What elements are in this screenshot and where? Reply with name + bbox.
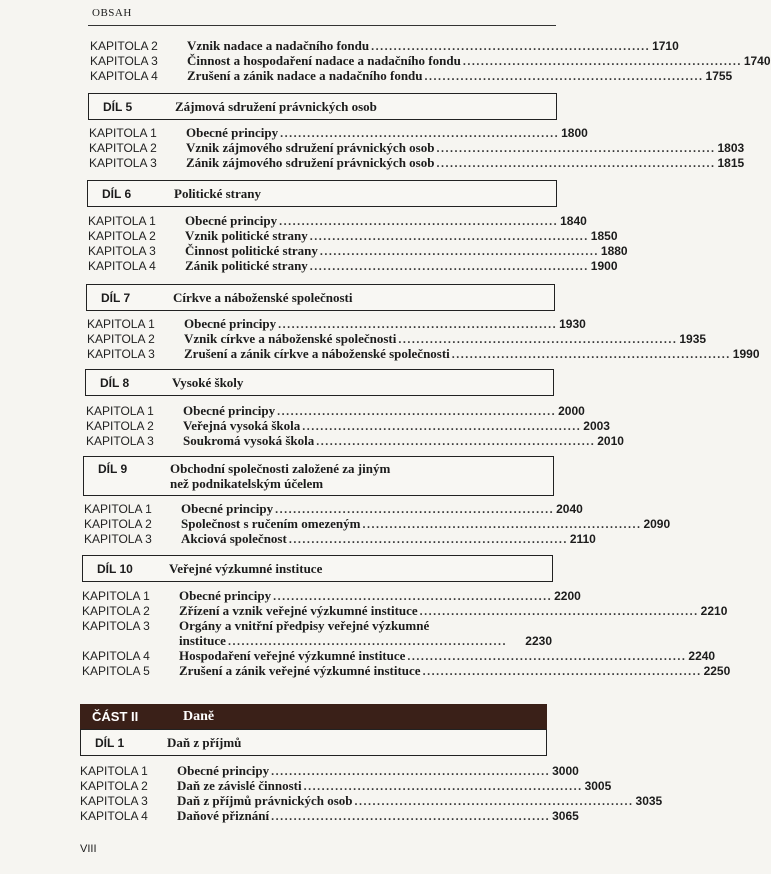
chapter-title: Hospodaření veřejné výzkumné instituce [179, 648, 406, 663]
toc-row [80, 763, 579, 778]
page-number: 1815 [717, 156, 745, 170]
part-title-line: Obchodní společnosti založené za jiným [170, 461, 391, 476]
chapter-title: Obecné principy [179, 588, 272, 603]
toc-row [88, 228, 618, 243]
chapter-label: KAPITOLA 3 [86, 434, 154, 448]
part-title [170, 461, 390, 491]
toc-row [86, 418, 610, 433]
toc-row [87, 331, 707, 346]
leader-dots: .............................................................. [422, 664, 702, 678]
leader-dots: .............................................................. [354, 794, 634, 808]
page-number: 2090 [643, 517, 671, 531]
page-number: 2110 [569, 532, 596, 546]
chapter-label: KAPITOLA 2 [86, 419, 154, 433]
toc-row [84, 516, 671, 531]
leader-dots: .............................................................. [316, 434, 596, 448]
running-head: OBSAH [92, 7, 132, 19]
page-number: 1803 [717, 141, 745, 155]
part-label: DÍL 1 [95, 735, 125, 750]
leader-dots: .............................................................. [288, 532, 568, 546]
chapter-label: KAPITOLA 4 [88, 259, 156, 273]
page-number: 1840 [560, 214, 587, 228]
page-folio: VIII [80, 843, 97, 855]
leader-dots: .............................................................. [303, 779, 583, 793]
chapter-label: KAPITOLA 3 [88, 244, 156, 258]
chapter-title: Obecné principy [181, 501, 274, 516]
page-number: 3005 [584, 779, 612, 793]
chapter-title: Zánik zájmového sdružení právnických osob [186, 155, 435, 170]
chapter-title: Vznik zájmového sdružení právnických osob [186, 140, 435, 155]
page-number: 2010 [597, 434, 624, 448]
chapter-title: Činnost a hospodaření nadace a nadačního fondu [187, 53, 461, 68]
leader-dots: .............................................................. [462, 54, 742, 68]
chapter-title: Soukromá vysoká škola [183, 433, 315, 448]
chapter-label: KAPITOLA 3 [89, 156, 157, 170]
chapter-title: Vznik nadace a nadačního fondu [187, 38, 370, 53]
chapter-title: Zřízení a vznik veřejné výzkumné instituce [179, 603, 418, 618]
part-heading [80, 729, 547, 756]
toc-row [90, 53, 771, 68]
chapter-title: Společnost s ručením omezeným [181, 516, 361, 531]
chapter-title: Zrušení a zánik nadace a nadačního fondu [187, 68, 423, 83]
page-number: 3065 [552, 809, 579, 823]
toc-row [82, 588, 581, 603]
leader-dots: .............................................................. [451, 347, 731, 361]
part-heading [86, 284, 555, 311]
page-number: 1755 [705, 69, 733, 83]
chapter-label: KAPITOLA 2 [87, 332, 155, 346]
chapter-label: KAPITOLA 1 [84, 502, 152, 516]
chapter-title: Zrušení a zánik veřejné výzkumné instituce [179, 663, 421, 678]
leader-dots: .............................................................. [273, 589, 553, 603]
chapter-label: KAPITOLA 2 [82, 604, 150, 618]
toc-row [80, 778, 612, 793]
part-heading [88, 93, 557, 120]
chapter-title: Obecné principy [186, 125, 279, 140]
toc-row [89, 140, 745, 155]
toc-row [87, 316, 586, 331]
part-heading [83, 456, 554, 496]
chapter-title: Obecné principy [177, 763, 270, 778]
chapter-label: KAPITOLA 3 [80, 794, 148, 808]
part-title: Daň z příjmů [167, 735, 242, 750]
part-title: Veřejné výzkumné instituce [169, 561, 323, 576]
toc-row [80, 793, 663, 808]
leader-dots: .............................................................. [309, 259, 589, 273]
leader-dots: .............................................................. [398, 332, 678, 346]
leader-dots: .............................................................. [309, 229, 589, 243]
chapter-title: Vznik církve a náboženské společnosti [184, 331, 397, 346]
page-number: 1935 [679, 332, 707, 346]
part-heading [87, 180, 557, 207]
toc-row [89, 155, 745, 170]
chapter-title: Daňové přiznání [177, 808, 270, 823]
chapter-title: Zrušení a zánik církve a náboženské společnosti [184, 346, 450, 361]
leader-dots: .............................................................. [371, 39, 651, 53]
leader-dots: .............................................................. [227, 634, 507, 648]
page-number: 1990 [732, 347, 760, 361]
chapter-label: KAPITOLA 3 [84, 532, 152, 546]
chapter-label: KAPITOLA 4 [80, 809, 148, 823]
toc-row [88, 258, 618, 273]
leader-dots: .............................................................. [419, 604, 699, 618]
leader-dots: .............................................................. [319, 244, 599, 258]
page-number: 2240 [688, 649, 716, 663]
toc-row [86, 403, 585, 418]
toc-row [90, 38, 679, 53]
chapter-title: Zánik politické strany [185, 258, 308, 273]
page-number: 2000 [558, 404, 585, 418]
page-number: 1740 [743, 54, 771, 68]
part-title: Vysoké školy [172, 375, 244, 390]
chapter-label: KAPITOLA 1 [89, 126, 157, 140]
page-number: 2250 [703, 664, 731, 678]
leader-dots: .............................................................. [280, 126, 560, 140]
part-label: DÍL 6 [102, 186, 132, 201]
chapter-title: Obecné principy [184, 316, 277, 331]
page-number: 1710 [652, 39, 679, 53]
toc-row [90, 68, 733, 83]
toc-row [82, 618, 552, 633]
leader-dots: .............................................................. [275, 502, 555, 516]
page-number: 1880 [600, 244, 628, 258]
page-number: 1850 [590, 229, 618, 243]
leader-dots: .............................................................. [436, 141, 716, 155]
leader-dots: .............................................................. [271, 764, 551, 778]
part-label: DÍL 7 [101, 290, 131, 305]
section-label: ČÁST II [92, 709, 139, 724]
toc-row [88, 213, 587, 228]
chapter-title: Obecné principy [183, 403, 276, 418]
leader-dots: .............................................................. [277, 404, 557, 418]
toc-row [87, 346, 760, 361]
chapter-title: instituce [179, 633, 226, 648]
page-number: 3000 [552, 764, 579, 778]
chapter-title: Vznik politické strany [185, 228, 308, 243]
leader-dots: .............................................................. [279, 214, 559, 228]
chapter-title: Orgány a vnitřní předpisy veřejné výzkumné [179, 618, 430, 633]
page-number: 2230 [525, 634, 552, 648]
leader-dots: .............................................................. [362, 517, 642, 531]
toc-row [82, 603, 728, 618]
toc-row [89, 125, 588, 140]
section-title: Daně [183, 708, 215, 724]
chapter-title: Daň ze závislé činnosti [177, 778, 302, 793]
chapter-label: KAPITOLA 2 [88, 229, 156, 243]
part-title-line: než podnikatelským účelem [170, 476, 324, 491]
page-number: 2210 [700, 604, 728, 618]
leader-dots: .............................................................. [436, 156, 716, 170]
part-label: DÍL 8 [100, 375, 130, 390]
chapter-label: KAPITOLA 1 [88, 214, 156, 228]
page-number: 2003 [583, 419, 610, 433]
chapter-label: KAPITOLA 5 [82, 664, 150, 678]
page-number: 2040 [556, 502, 583, 516]
chapter-label: KAPITOLA 2 [90, 39, 158, 53]
chapter-label: KAPITOLA 3 [87, 347, 155, 361]
part-label: DÍL 10 [97, 561, 133, 576]
chapter-title: Činnost politické strany [185, 243, 318, 258]
chapter-label: KAPITOLA 3 [90, 54, 158, 68]
part-heading [85, 369, 554, 396]
chapter-label: KAPITOLA 1 [82, 589, 150, 603]
toc-row [84, 501, 583, 516]
toc-row [80, 808, 579, 823]
chapter-label: KAPITOLA 2 [80, 779, 148, 793]
section-banner [80, 704, 547, 729]
chapter-title: Obecné principy [185, 213, 278, 228]
chapter-title: Veřejná vysoká škola [183, 418, 301, 433]
chapter-label: KAPITOLA 2 [89, 141, 157, 155]
leader-dots: .............................................................. [302, 419, 582, 433]
chapter-label: KAPITOLA 1 [86, 404, 154, 418]
part-title: Politické strany [174, 186, 262, 201]
toc-row [88, 243, 628, 258]
chapter-label: KAPITOLA 4 [90, 69, 158, 83]
chapter-title: Akciová společnost [181, 531, 287, 546]
toc-row [84, 531, 596, 546]
page-number: 1930 [559, 317, 586, 331]
leader-dots: .............................................................. [407, 649, 687, 663]
leader-dots: .............................................................. [278, 317, 558, 331]
chapter-title: Daň z příjmů právnických osob [177, 793, 353, 808]
page-number: 3035 [635, 794, 663, 808]
part-heading [82, 555, 553, 582]
toc-row [82, 633, 552, 648]
chapter-label: KAPITOLA 1 [87, 317, 155, 331]
page-number: 2200 [554, 589, 581, 603]
chapter-label: KAPITOLA 4 [82, 649, 150, 663]
part-label: DÍL 5 [103, 99, 133, 114]
toc-row [86, 433, 624, 448]
leader-dots: .............................................................. [271, 809, 551, 823]
part-title: Církve a náboženské společnosti [173, 290, 353, 305]
leader-dots: .............................................................. [424, 69, 704, 83]
page-number: 1800 [561, 126, 588, 140]
chapter-label: KAPITOLA 3 [82, 619, 150, 633]
chapter-label: KAPITOLA 1 [80, 764, 148, 778]
toc-row [82, 663, 731, 678]
toc-row [82, 648, 716, 663]
chapter-label: KAPITOLA 2 [84, 517, 152, 531]
part-title: Zájmová sdružení právnických osob [175, 99, 377, 114]
header-rule [88, 25, 556, 26]
page-number: 1900 [590, 259, 618, 273]
part-label: DÍL 9 [98, 462, 128, 476]
